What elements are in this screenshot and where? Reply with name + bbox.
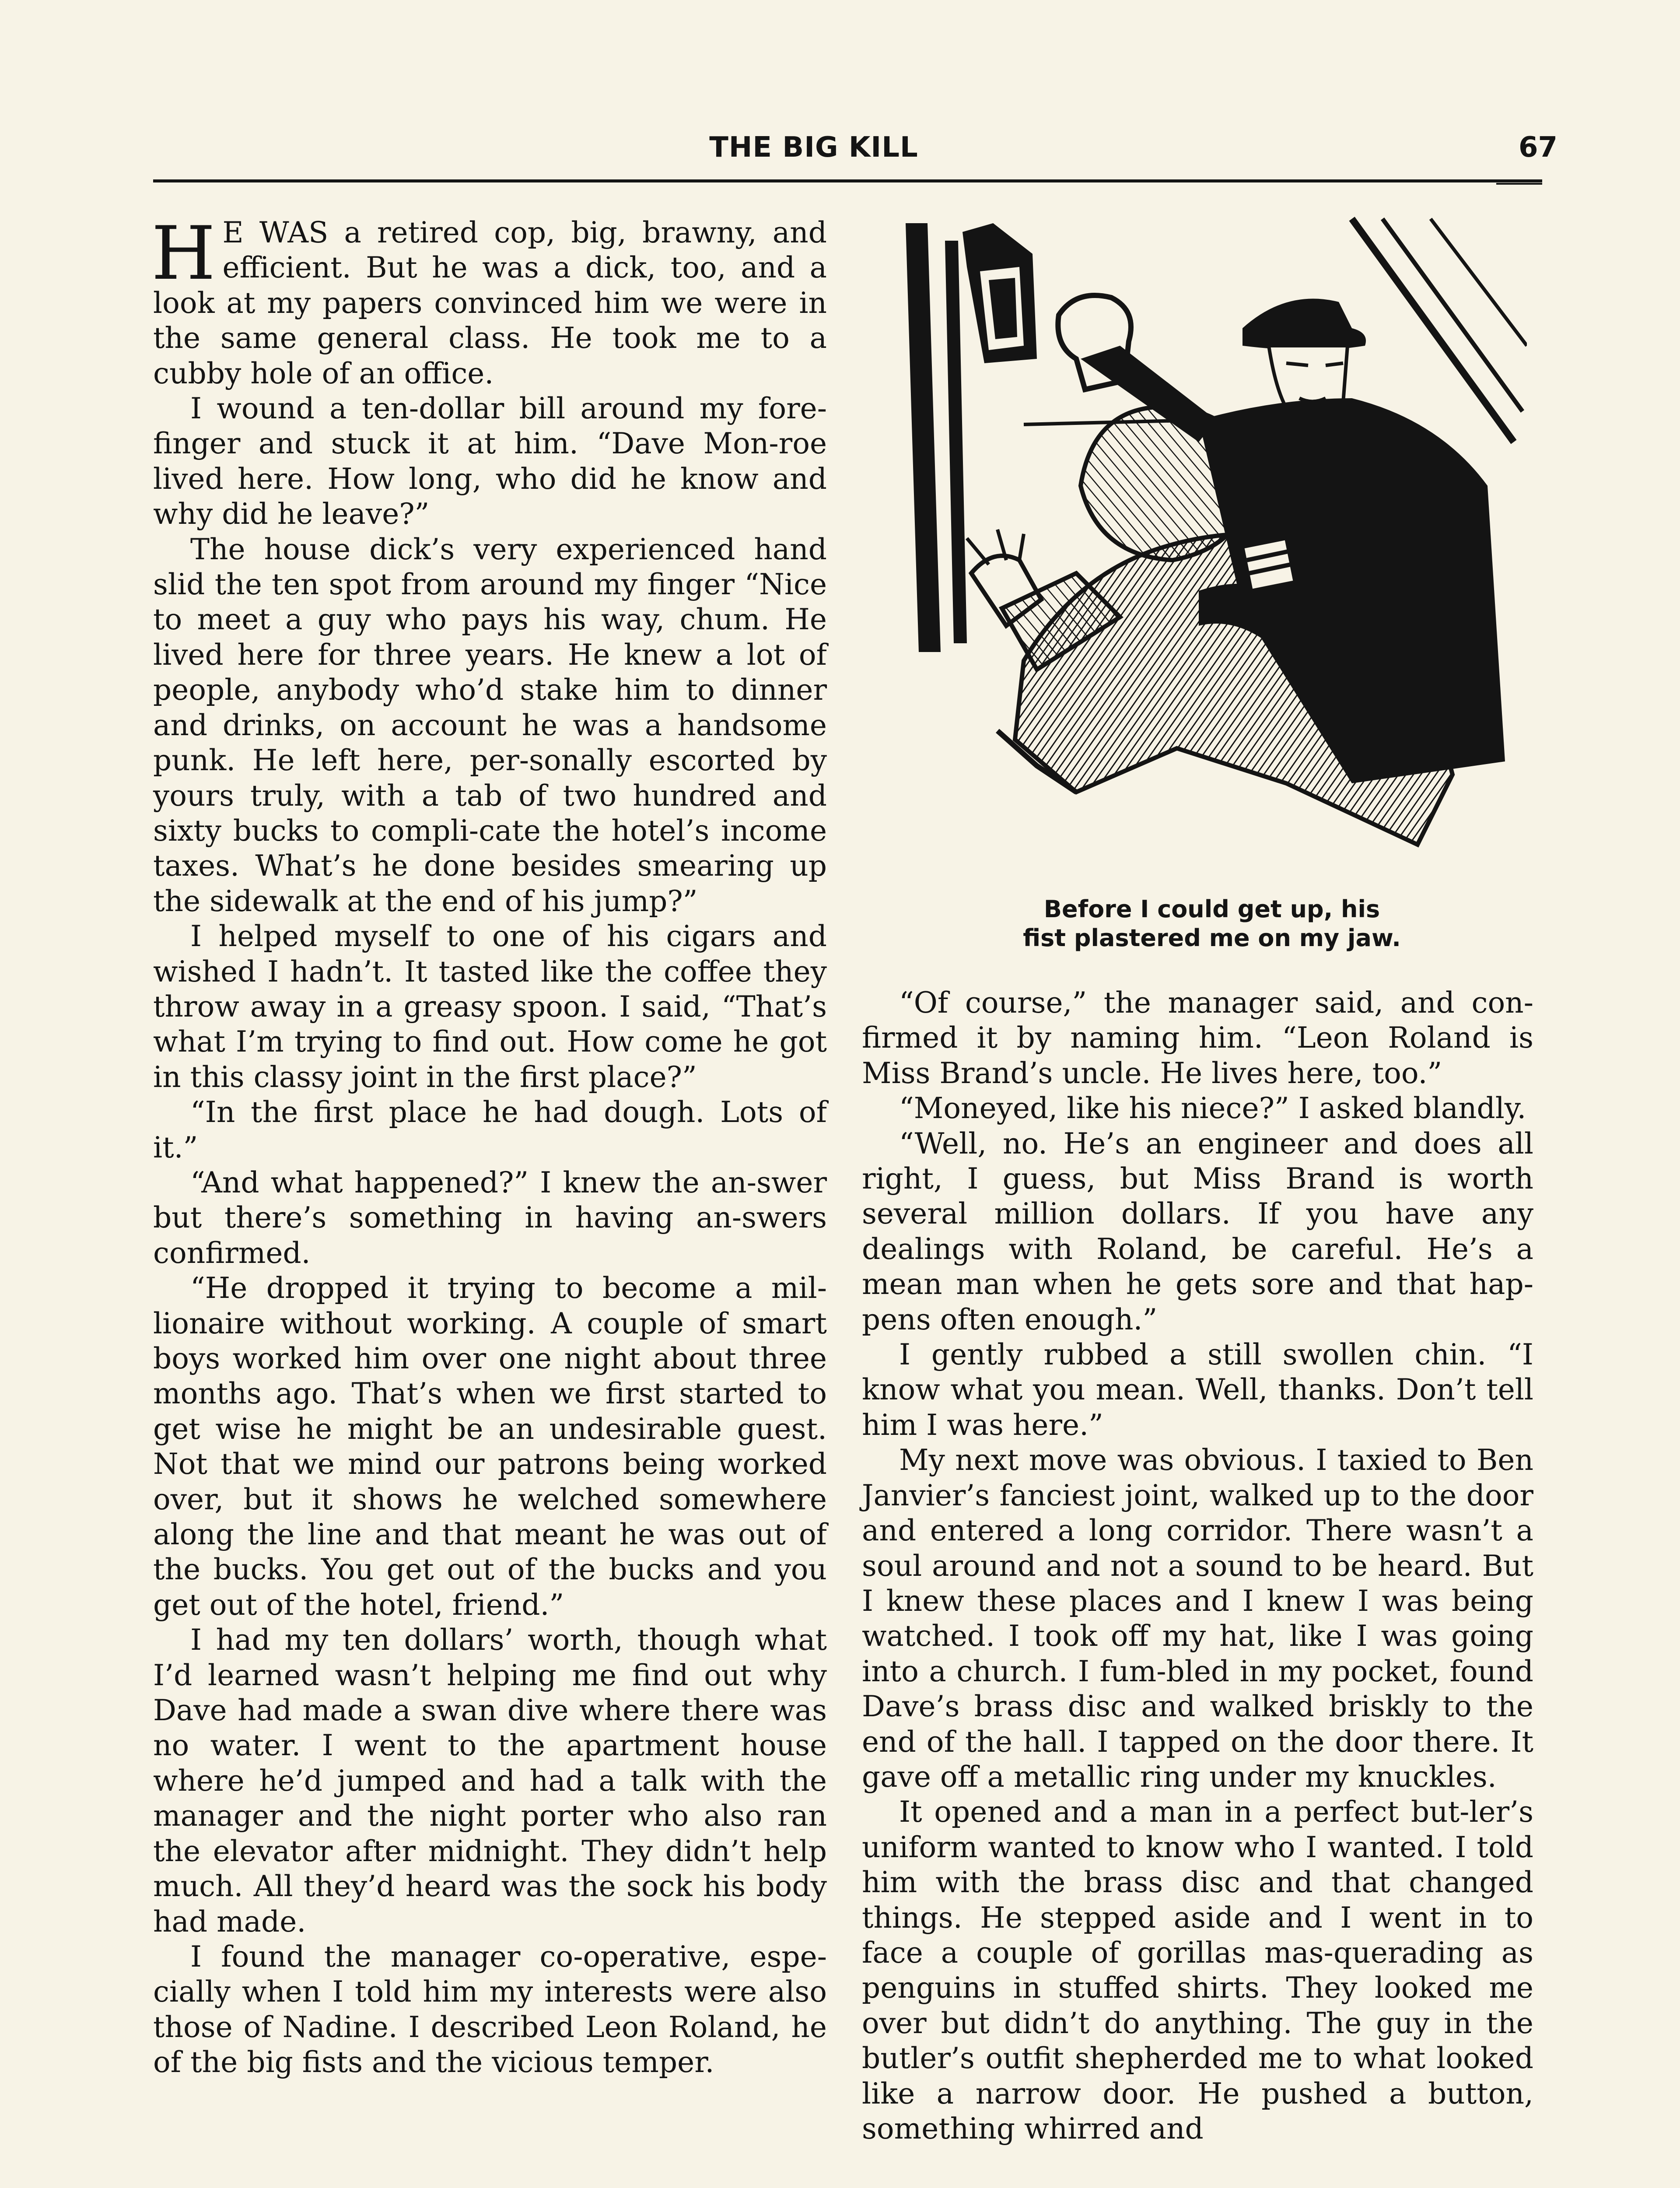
left-column [151,210,827,2080]
caption-line: Before I could get up, his [1043,895,1380,923]
paragraph: It opened and a man in a perfect but-ler’s uniform wanted to know who I wanted. I told him with the brass disc and that changed things. He stepped aside and I went in to face a couple of gorillas mas-querading as penguins in stuffed shirts. They looked me over but didn’t do anything. The guy in the butler’s outfit shepherded me to what looked like a narrow door. He pushed a button, something whirred and [862,1795,1533,2146]
paragraph: I wound a ten-dollar bill around my fore-finger and stuck it at him. “Dave Mon-roe lived here. How long, who did he know and why did he leave?” [153,392,827,531]
paragraph: “Well, no. He’s an engineer and does all right, I guess, but Miss Brand is worth several million dollars. If you have any dealings with Roland, be careful. He’s a mean man when he gets sore and that hap-pens often enough.” [862,1126,1533,1336]
caption-line: fist plastered me on my jaw. [1023,924,1401,952]
right-column [862,985,1533,2146]
paragraph: I gently rubbed a still swollen chin. “I know what you mean. Well, thanks. Don’t tell him I was here.” [862,1338,1533,1442]
paragraph: “He dropped it trying to become a mil-lionaire without working. A couple of smart boys worked him over one night about three months ago. That’s when we first started to get wise he might be an undesirable guest. Not that we mind our patrons being worked over, but it shows he welched somewhere along the line and that meant he was out of the bucks. You get out of the bucks and you get out of the hotel, friend.” [153,1271,827,1622]
paragraph: “In the first place he had dough. Lots of it.” [153,1095,827,1164]
paragraph: The house dick’s very experienced hand slid the ten spot from around my finger “Nice to meet a guy who pays his way, chum. He lived here for three years. He knew a lot of people, anybody who’d stake him to dinner and drinks, on account he was a handsome punk. He left here, per-sonally escorted by yours truly, with a tab of two hundred and sixty bucks to compli-cate the hotel’s income taxes. What’s he done besides smearing up the sidewalk at the end of his jump?” [153,532,827,918]
paragraph: “And what happened?” I knew the an-swer but there’s something in having an-swers confirmed. [153,1165,827,1270]
paragraph: I helped myself to one of his cigars and wished I hadn’t. It tasted like the coffee they throw away in a greasy spoon. I said, “That’s what I’m trying to find out. How come he got in this classy joint in the first place?” [153,919,827,1094]
illustration-caption [910,895,1514,953]
header-rule [153,179,1542,182]
paragraph: “Moneyed, like his niece?” I asked blandly. [899,1091,1526,1126]
paragraph: I found the manager co-operative, espe-cially when I told him my interests were also those of Nadine. I described Leon Roland, he of the big fists and the vicious temper. [153,1939,827,2079]
drop-cap: H [151,210,216,296]
paragraph: I had my ten dollars’ worth, though what I’d learned wasn’t helping me find out why Dave had made a swan dive where there was no water. I went to the apartment house where he’d jumped and had a talk with the manager and the night porter who also ran the elevator after midnight. They didn’t help much. All they’d heard was the sock his body had made. [153,1623,827,1939]
paragraph: My next move was obvious. I taxied to Ben Janvier’s fanciest joint, walked up to the door and entered a long corridor. There wasn’t a soul around and not a sound to be heard. But I knew these places and I knew I was being watched. I took off my hat, like I was going into a church. I fum-bled in my pocket, found Dave’s brass disc and walked briskly to the end of the hall. I tapped on the door there. It gave off a metallic ring under my knuckles. [862,1443,1533,1794]
running-title: THE BIG KILL [709,131,918,164]
illustration-fight-scene [892,214,1527,897]
page-number: 67 [1518,131,1558,164]
paragraph: “Of course,” the manager said, and con-firmed it by naming him. “Leon Roland is Miss Brand’s uncle. He lives here, too.” [862,986,1533,1090]
header-rule-underline [1496,183,1542,185]
paragraph: H E WAS a retired cop, big, brawny, and efficient. But he was a dick, too, and a look at my papers convinced him we were in the same general class. He took me to a cubby hole of an office. [151,210,827,390]
